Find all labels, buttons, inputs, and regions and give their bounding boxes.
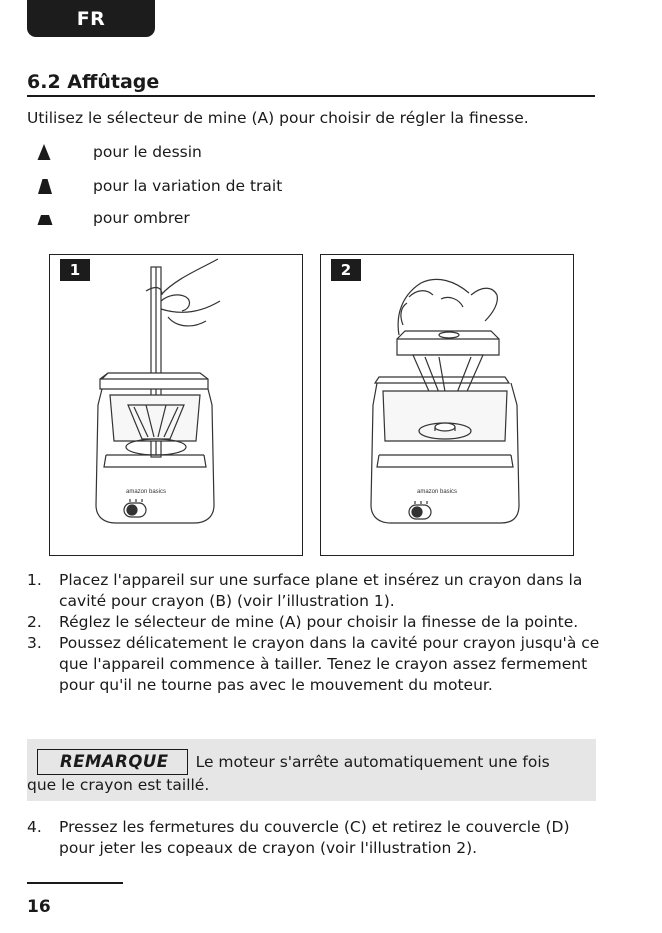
note-tag: REMARQUE <box>37 749 188 775</box>
language-label: FR <box>76 7 106 30</box>
sharp-point-triangle-icon <box>27 143 93 161</box>
page-number: 16 <box>27 897 51 917</box>
list-item <box>27 633 607 696</box>
list-item <box>27 570 607 612</box>
figure-number: 2 <box>331 259 361 281</box>
brand-logo: amazon basics <box>126 489 167 495</box>
mode-label: pour la variation de trait <box>93 177 283 195</box>
mode-drawing <box>27 140 202 164</box>
note-text-line1: Le moteur s'arrête automatiquement une fois <box>195 753 550 771</box>
note-box <box>27 739 596 801</box>
mode-line-variation <box>27 174 282 198</box>
note-text-line2: que le crayon est taillé. <box>27 776 210 794</box>
step-text: Pressez les fermetures du couvercle (C) et retirez le couvercle (D) pour jeter les copeaux de crayon (voir l'illustration 2). <box>59 818 570 857</box>
figure-number: 1 <box>60 259 90 281</box>
sharpener-with-pencil-illustration <box>50 255 304 557</box>
step-text: Placez l'appareil sur une surface plane et insérez un crayon dans la cavité pour crayon (B) (voir l’illustration 1). <box>59 571 583 610</box>
steps-list <box>27 570 607 696</box>
medium-point-triangle-icon <box>27 177 93 195</box>
step-text: Poussez délicatement le crayon dans la cavité pour crayon jusqu'à ce que l'appareil commence à tailler. Tenez le crayon assez fermement pour qu'il ne tourne pas avec le mouvement du moteur. <box>59 634 600 694</box>
step-number: 2. <box>27 613 42 631</box>
list-item <box>27 817 607 859</box>
footer-rule <box>27 882 123 884</box>
sharpener-lid-removal-illustration <box>321 255 575 557</box>
mode-label: pour ombrer <box>93 209 190 227</box>
intro-text: Utilisez le sélecteur de mine (A) pour choisir de régler la finesse. <box>27 109 529 127</box>
step-number: 4. <box>27 818 42 836</box>
blunt-point-triangle-icon <box>27 209 93 227</box>
illustration-1 <box>49 254 303 556</box>
language-tab <box>27 0 155 37</box>
step-text: Réglez le sélecteur de mine (A) pour choisir la finesse de la pointe. <box>59 613 579 631</box>
section-title: 6.2 Affûtage <box>27 71 595 97</box>
step-number: 3. <box>27 634 42 652</box>
list-item <box>27 612 607 633</box>
mode-label: pour le dessin <box>93 143 202 161</box>
illustration-2 <box>320 254 574 556</box>
mode-shading <box>27 206 190 230</box>
brand-logo: amazon basics <box>417 489 458 495</box>
step-number: 1. <box>27 571 42 589</box>
